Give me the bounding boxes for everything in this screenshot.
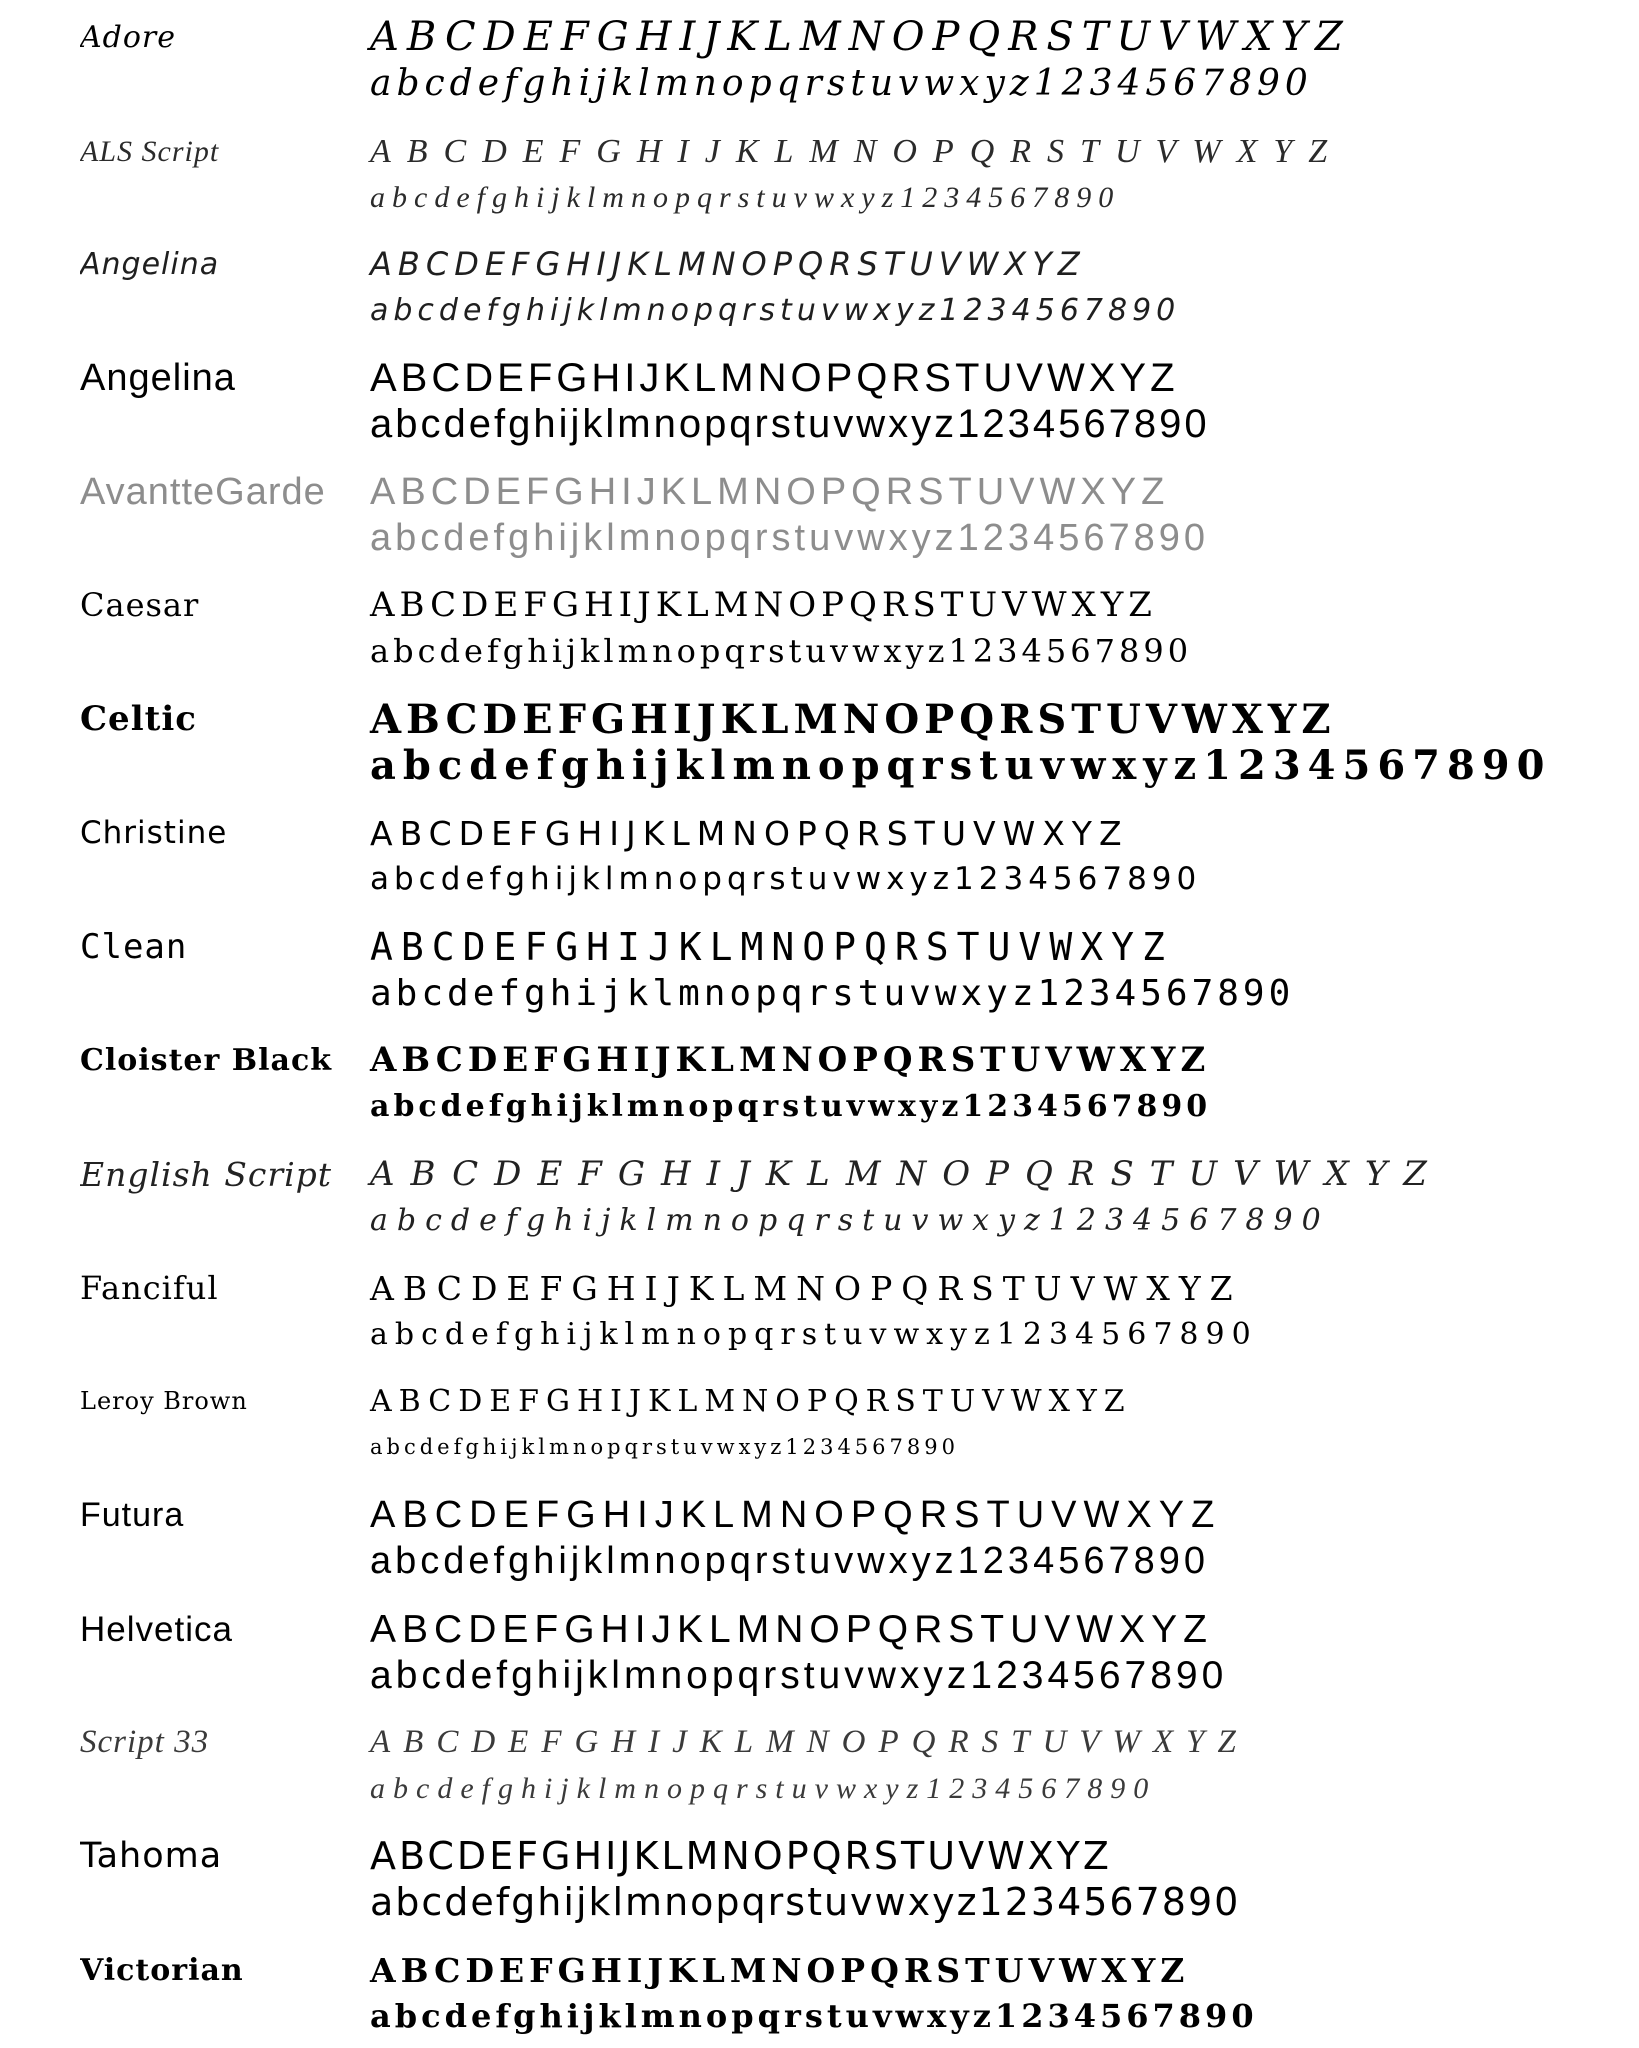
font-specimen-row bbox=[0, 227, 1639, 341]
font-sample bbox=[370, 1833, 1639, 1925]
font-specimen-row bbox=[0, 1137, 1639, 1251]
font-sample bbox=[370, 1606, 1639, 1698]
font-specimen-row bbox=[0, 568, 1639, 682]
font-sample bbox=[370, 582, 1639, 674]
uppercase-sample: ABCDEFGHIJKLMNOPQRSTUVWXYZ bbox=[370, 1493, 1222, 1536]
font-sample bbox=[370, 1719, 1639, 1811]
font-sample bbox=[370, 128, 1639, 220]
uppercase-sample: ABCDEFGHIJKLMNOPQRSTUVWXYZ bbox=[370, 470, 1170, 513]
font-sample bbox=[370, 469, 1639, 561]
font-name-label: Angelina bbox=[80, 357, 236, 400]
lowercase-numbers-sample: abcdefghijklmnopqrstuvwxyz1234567890 bbox=[370, 1996, 1258, 2035]
font-name-label: Christine bbox=[80, 814, 228, 851]
lowercase-numbers-sample: abcdefghijklmnopqrstuvwxyz1234567890 bbox=[370, 1772, 1157, 1806]
uppercase-sample: ABCDEFGHIJKLMNOPQRSTUVWXYZ bbox=[370, 132, 1344, 170]
lowercase-numbers-sample: abcdefghijklmnopqrstuvwxyz1234567890 bbox=[370, 63, 1313, 104]
font-sample bbox=[370, 355, 1639, 447]
font-name-label: Futura bbox=[80, 1495, 185, 1534]
font-specimen-row bbox=[0, 1023, 1639, 1137]
lowercase-numbers-sample: abcdefghijklmnopqrstuvwxyz1234567890 bbox=[370, 742, 1552, 790]
lowercase-numbers-sample: abcdefghijklmnopqrstuvwxyz1234567890 bbox=[370, 180, 1121, 214]
lowercase-numbers-sample: abcdefghijklmnopqrstuvwxyz1234567890 bbox=[370, 1316, 1258, 1352]
lowercase-numbers-sample: abcdefghijklmnopqrstuvwxyz1234567890 bbox=[370, 860, 1202, 897]
font-specimen-row bbox=[0, 1819, 1639, 1933]
font-specimen-row bbox=[0, 910, 1639, 1024]
font-sample bbox=[370, 1947, 1639, 2039]
font-specimen-row bbox=[0, 114, 1639, 228]
uppercase-sample: ABCDEFGHIJKLMNOPQRSTUVWXYZ bbox=[370, 14, 1351, 60]
font-name-label: Helvetica bbox=[80, 1609, 233, 1649]
lowercase-numbers-sample: abcdefghijklmnopqrstuvwxyz1234567890 bbox=[370, 1653, 1228, 1697]
font-specimen-row bbox=[0, 1705, 1639, 1819]
font-sample bbox=[370, 241, 1639, 333]
font-sample bbox=[370, 924, 1639, 1016]
font-specimen-row bbox=[0, 1933, 1639, 2047]
font-name-label: English Script bbox=[80, 1154, 333, 1194]
lowercase-numbers-sample: abcdefghijklmnopqrstuvwxyz1234567890 bbox=[370, 632, 1193, 671]
font-specimen-row bbox=[0, 1592, 1639, 1706]
lowercase-numbers-sample: abcdefghijklmnopqrstuvwxyz1234567890 bbox=[370, 293, 1181, 329]
font-sample bbox=[370, 1492, 1639, 1584]
font-sample bbox=[370, 1037, 1639, 1129]
font-specimen-row bbox=[0, 1364, 1639, 1478]
lowercase-numbers-sample: abcdefghijklmnopqrstuvwxyz1234567890 bbox=[370, 1539, 1210, 1582]
font-name-label: Leroy Brown bbox=[80, 1387, 248, 1416]
uppercase-sample: ABCDEFGHIJKLMNOPQRSTUVWXYZ bbox=[370, 245, 1086, 284]
lowercase-numbers-sample: abcdefghijklmnopqrstuvwxyz1234567890 bbox=[370, 516, 1210, 559]
font-name-label: ALS Script bbox=[80, 134, 220, 168]
font-specimen-row bbox=[0, 682, 1639, 796]
font-name-label: Celtic bbox=[80, 699, 197, 740]
uppercase-sample: ABCDEFGHIJKLMNOPQRSTUVWXYZ bbox=[370, 356, 1179, 401]
lowercase-numbers-sample: abcdefghijklmnopqrstuvwxyz1234567890 bbox=[370, 1089, 1212, 1125]
font-specimen-row bbox=[0, 1251, 1639, 1365]
font-sample bbox=[370, 810, 1639, 902]
font-specimen-row bbox=[0, 796, 1639, 910]
font-name-label: Caesar bbox=[80, 586, 200, 625]
font-name-label: AvantteGarde bbox=[80, 470, 326, 513]
font-specimen-row bbox=[0, 341, 1639, 455]
font-sample bbox=[370, 1378, 1639, 1470]
font-name-label: Victorian bbox=[80, 1952, 244, 1988]
uppercase-sample: ABCDEFGHIJKLMNOPQRSTUVWXYZ bbox=[370, 585, 1157, 626]
lowercase-numbers-sample: abcdefghijklmnopqrstuvwxyz1234567890 bbox=[370, 972, 1295, 1014]
uppercase-sample: ABCDEFGHIJKLMNOPQRSTUVWXYZ bbox=[370, 1607, 1213, 1651]
font-name-label: Fanciful bbox=[80, 1268, 219, 1307]
font-name-label: Adore bbox=[80, 20, 177, 55]
font-specimen-row bbox=[0, 1478, 1639, 1592]
font-name-label: Cloister Black bbox=[80, 1043, 333, 1079]
uppercase-sample: ABCDEFGHIJKLMNOPQRSTUVWXYZ bbox=[370, 1268, 1242, 1308]
uppercase-sample: ABCDEFGHIJKLMNOPQRSTUVWXYZ bbox=[370, 1153, 1443, 1194]
uppercase-sample: ABCDEFGHIJKLMNOPQRSTUVWXYZ bbox=[370, 696, 1336, 744]
lowercase-numbers-sample: abcdefghijklmnopqrstuvwxyz1234567890 bbox=[370, 1880, 1241, 1924]
uppercase-sample: ABCDEFGHIJKLMNOPQRSTUVWXYZ bbox=[370, 924, 1173, 969]
uppercase-sample: ABCDEFGHIJKLMNOPQRSTUVWXYZ bbox=[370, 1834, 1112, 1878]
font-name-label: Angelina bbox=[80, 247, 220, 283]
font-sample bbox=[370, 1151, 1639, 1243]
lowercase-numbers-sample: abcdefghijklmnopqrstuvwxyz1234567890 bbox=[370, 1202, 1330, 1238]
uppercase-sample: ABCDEFGHIJKLMNOPQRSTUVWXYZ bbox=[370, 813, 1129, 853]
font-name-label: Tahoma bbox=[80, 1836, 223, 1876]
font-name-label: Script 33 bbox=[80, 1724, 210, 1761]
font-specimen-row bbox=[0, 0, 1639, 114]
uppercase-sample: ABCDEFGHIJKLMNOPQRSTUVWXYZ bbox=[370, 1724, 1249, 1761]
font-sample bbox=[370, 1265, 1639, 1357]
font-sample bbox=[370, 696, 1639, 788]
lowercase-numbers-sample: abcdefghijklmnopqrstuvwxyz1234567890 bbox=[370, 402, 1210, 447]
font-specimen-row bbox=[0, 455, 1639, 569]
font-name-label: Clean bbox=[80, 926, 188, 967]
uppercase-sample: ABCDEFGHIJKLMNOPQRSTUVWXYZ bbox=[370, 1040, 1211, 1081]
font-sample bbox=[370, 14, 1639, 106]
uppercase-sample: ABCDEFGHIJKLMNOPQRSTUVWXYZ bbox=[370, 1950, 1190, 1990]
lowercase-numbers-sample: abcdefghijklmnopqrstuvwxyz1234567890 bbox=[370, 1435, 959, 1460]
uppercase-sample: ABCDEFGHIJKLMNOPQRSTUVWXYZ bbox=[370, 1384, 1132, 1420]
